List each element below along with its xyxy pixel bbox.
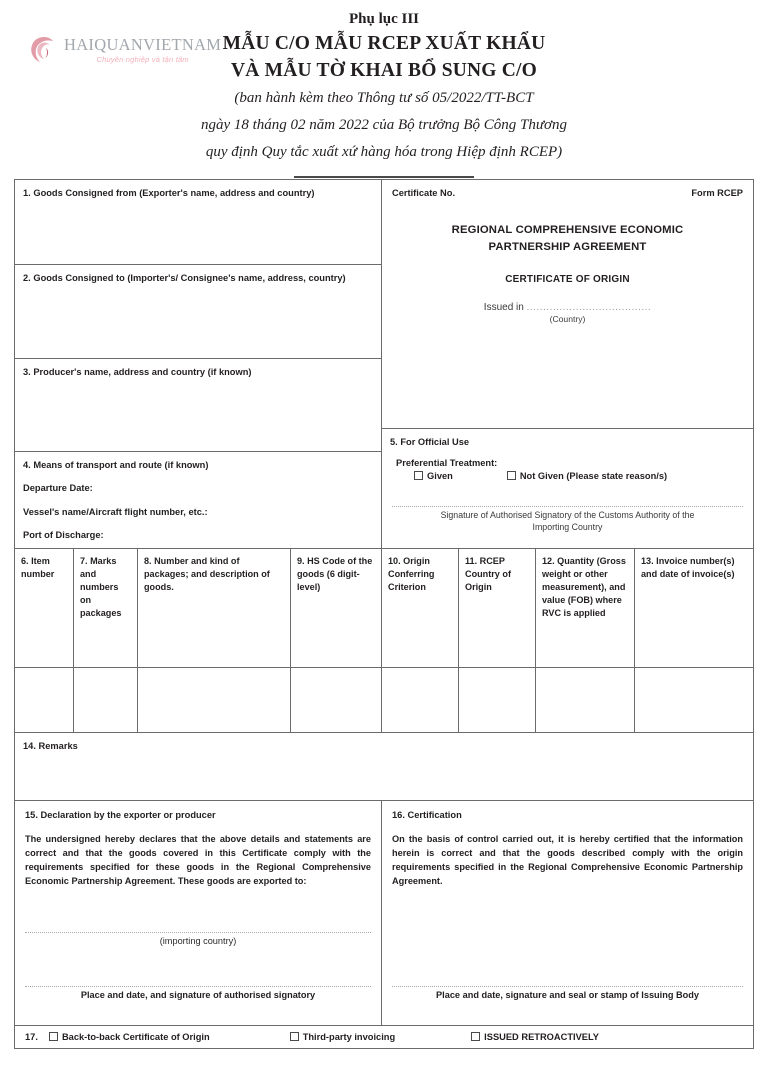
- preferential-treatment-label: Preferential Treatment:: [396, 458, 498, 469]
- box-4-vessel-name: Vessel's name/Aircraft flight number, etc.:: [23, 506, 208, 517]
- cell-packages-description[interactable]: [138, 668, 291, 732]
- box-15-body: The undersigned hereby declares that the above details and statements are correct and that the goods covered in this Certificate comply with the requirements specified for these goods in the Regional Comprehensive Economic Partnership Agreement. These goods are exported to:: [25, 834, 371, 886]
- issued-in-row: [392, 302, 743, 313]
- checkbox-not-given-icon[interactable]: [507, 471, 516, 480]
- checkbox-third-party-icon[interactable]: [290, 1032, 299, 1041]
- box-15-signature-group: [25, 986, 371, 1000]
- box-16-certification[interactable]: [382, 801, 753, 1025]
- logo-tagline: Chuyên nghiệp và tận tâm: [96, 55, 189, 64]
- box-4-label: 4. Means of transport and route (if known): [23, 460, 209, 470]
- site-logo: [26, 28, 226, 72]
- option-not-given[interactable]: [507, 471, 667, 481]
- box-5-signature-caption-line1: Signature of Authorised Signatory of the Customs Authority of the: [440, 510, 695, 521]
- cell-origin-criterion[interactable]: [382, 668, 459, 732]
- document-header: [0, 0, 768, 178]
- document-subtitle-line2: ngày 18 tháng 02 năm 2022 của Bộ trưởng Bộ Công Thương: [200, 117, 568, 134]
- declaration-section: [15, 800, 753, 1025]
- box-5-signature-line[interactable]: [392, 506, 743, 507]
- cell-quantity[interactable]: [536, 668, 635, 732]
- box-5-label: 5. For Official Use: [390, 437, 470, 447]
- form-code-label: Form RCEP: [691, 188, 743, 198]
- box-1-goods-consigned-from[interactable]: [15, 180, 381, 264]
- issued-in-dots[interactable]: ......................................: [526, 302, 652, 314]
- box-14-remarks[interactable]: [15, 732, 753, 800]
- box-2-label: 2. Goods Consigned to (Importer's/ Consignee's name, address, country): [23, 273, 346, 283]
- option-retroactive-label: ISSUED RETROACTIVELY: [484, 1032, 600, 1042]
- option-given[interactable]: [414, 471, 453, 481]
- cell-invoice[interactable]: [635, 668, 752, 732]
- certificate-no-label: Certificate No.: [392, 188, 456, 198]
- appendix-number: Phụ lục III: [348, 11, 420, 27]
- option-given-label: Given: [427, 471, 453, 482]
- spiral-logo-icon: [26, 33, 60, 67]
- form-top-section: [15, 180, 753, 548]
- col-header-hs-code: 9. HS Code of the goods (6 digit-level): [291, 549, 382, 667]
- box-15-content: [15, 801, 381, 895]
- checkbox-back-to-back-icon[interactable]: [49, 1032, 58, 1041]
- option-third-party-invoicing[interactable]: [290, 1032, 395, 1042]
- table-row[interactable]: [15, 667, 753, 732]
- box-5-for-official-use[interactable]: [382, 428, 753, 548]
- option-not-given-label: Not Given (Please state reason/s): [519, 471, 668, 482]
- box-5-signature-caption-line2: Importing Country: [532, 522, 603, 533]
- box-15-importing-country-group: [25, 932, 371, 946]
- cell-item-number[interactable]: [15, 668, 74, 732]
- option-back-to-back-label: Back-to-back Certificate of Origin: [61, 1032, 210, 1042]
- box-15-importing-country-note: (importing country): [159, 936, 237, 946]
- box-16-signature-line[interactable]: [392, 986, 743, 987]
- agreement-title-line2: PARTNERSHIP AGREEMENT: [488, 240, 647, 253]
- box-15-signature-caption: Place and date, and signature of authorised signatory: [80, 990, 316, 1000]
- form-left-column: [15, 180, 382, 548]
- box-17-options: [15, 1025, 753, 1048]
- col-header-quantity: 12. Quantity (Gross weight or other measurement), and value (FOB) where RVC is applied: [536, 549, 635, 667]
- box-15-declaration[interactable]: [15, 801, 382, 1025]
- logo-wordmark: HAIQUANVIETNAM: [64, 34, 222, 54]
- option-issued-retroactively[interactable]: [471, 1032, 599, 1042]
- issued-in-country-note: (Country): [549, 314, 586, 325]
- document-subtitle-line3: quy định Quy tắc xuất xứ hàng hóa trong Hiệp định RCEP): [205, 143, 563, 160]
- form-right-column: [382, 180, 753, 548]
- document-title-line2: VÀ MẪU TỜ KHAI BỔ SUNG C/O: [230, 60, 538, 82]
- checkbox-retroactive-icon[interactable]: [471, 1032, 480, 1041]
- certificate-header-block: [382, 180, 753, 428]
- box-3-producer[interactable]: [15, 358, 381, 451]
- box-2-goods-consigned-to[interactable]: [15, 264, 381, 358]
- preferential-treatment-options: [414, 471, 753, 481]
- col-header-marks-numbers: 7. Marks and numbers on packages: [74, 549, 138, 667]
- certificate-of-origin-form: [14, 179, 754, 1049]
- box-4-means-of-transport[interactable]: [15, 451, 381, 548]
- col-header-item-number: 6. Item number: [15, 549, 74, 667]
- col-header-invoice: 13. Invoice number(s) and date of invoice(s): [641, 556, 735, 579]
- document-title-line1: MẪU C/O MẪU RCEP XUẤT KHẨU: [222, 32, 546, 54]
- certificate-no-row: [392, 187, 743, 200]
- box-16-signature-caption: Place and date, signature and seal or stamp of Issuing Body: [436, 990, 699, 1000]
- box-4-departure-date: Departure Date:: [23, 483, 93, 494]
- box-16-body: On the basis of control carried out, it is hereby certified that the information herein is correct and that the goods described comply with the origin requirements specified in the Regional Comprehensive Economic Partnership Agreement.: [392, 834, 743, 886]
- col-header-packages-description: 8. Number and kind of packages; and description of goods.: [138, 549, 291, 667]
- col-header-rcep-country: 11. RCEP Country of Origin: [459, 549, 536, 667]
- box-17-number: 17.: [25, 1032, 38, 1042]
- items-table-header-row: [15, 548, 753, 667]
- header-divider: [294, 176, 474, 178]
- box-3-label: 3. Producer's name, address and country (if known): [23, 367, 252, 377]
- box-15-signature-line[interactable]: [25, 986, 371, 987]
- cell-marks-numbers[interactable]: [74, 668, 138, 732]
- box-1-label: 1. Goods Consigned from (Exporter's name, address and country): [23, 188, 315, 198]
- checkbox-given-icon[interactable]: [414, 471, 423, 480]
- box-14-label: 14. Remarks: [23, 741, 78, 751]
- document-type-label: CERTIFICATE OF ORIGIN: [505, 274, 630, 286]
- col-header-origin-criterion: 10. Origin Conferring Criterion: [382, 549, 459, 667]
- cell-hs-code[interactable]: [291, 668, 382, 732]
- box-16-label: 16. Certification: [392, 810, 462, 820]
- option-back-to-back[interactable]: [49, 1032, 210, 1042]
- issued-in-label: Issued in: [483, 302, 524, 314]
- option-third-party-label: Third-party invoicing: [302, 1032, 396, 1042]
- document-subtitle-line1: (ban hành kèm theo Thông tư số 05/2022/TT-BCT: [234, 90, 534, 107]
- agreement-title-line1: REGIONAL COMPREHENSIVE ECONOMIC: [451, 224, 684, 237]
- box-16-content: [382, 801, 753, 895]
- box-15-importing-country-line[interactable]: [25, 932, 371, 933]
- cell-rcep-country[interactable]: [459, 668, 536, 732]
- box-16-signature-group: [392, 986, 743, 1000]
- box-4-port-of-discharge: Port of Discharge:: [23, 530, 104, 541]
- box-15-label: 15. Declaration by the exporter or producer: [25, 810, 216, 820]
